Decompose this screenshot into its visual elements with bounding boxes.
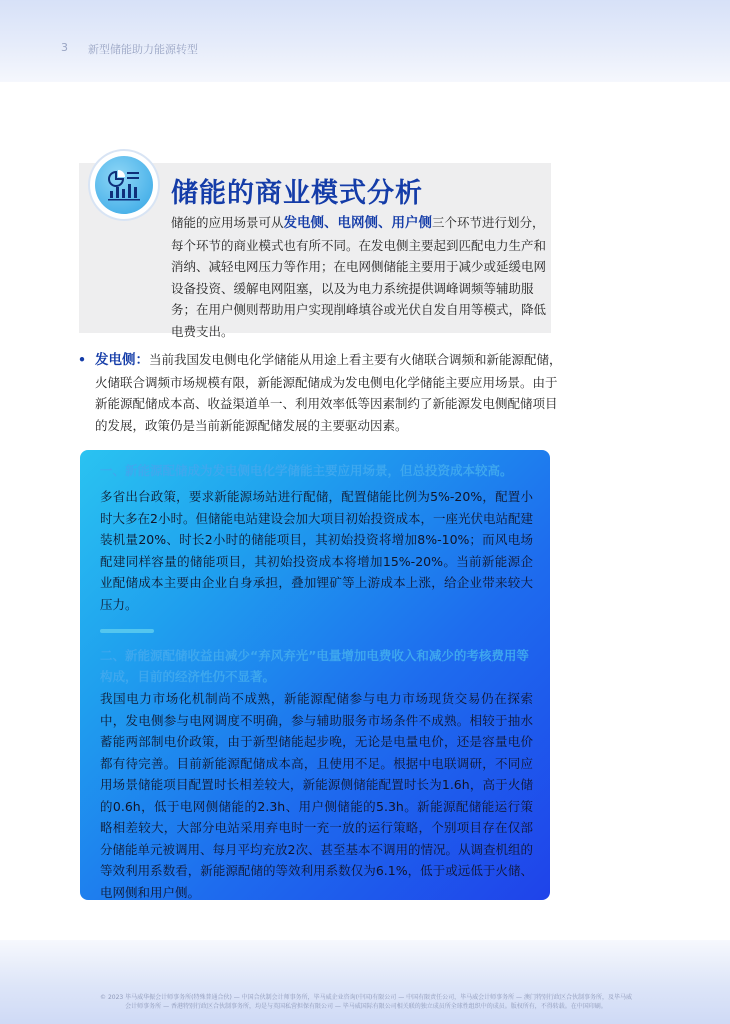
footer-copyright — [80, 993, 652, 1011]
panel-text-2: 我国电力市场化机制尚不成熟，新能源配储参与电力市场现货交易仍在探索中，发电侧参与电网调度不明确，参与辅助服务市场条件不成熟。相较于抽水蓄能两部制电价政策，由于新型储能起步晚，无论是电量电价，还是容量电价都有待完善。目前新能源配储成本高，且使用不足。根据中电联调研，不同应用场景储能项目配置时长相差较大，新能源侧储能配置时长为1.6h，高于火储的0.6h，低于电网侧储能的2.3h、用户侧储能的5.3h。新能源配储能运行策略相差较大，大部分电站采用弃电时一充一放的运行策略，个别项目存在仅部分储能单元被调用、每月平均充放2次、甚至基本不调用的情况。从调查机组的等效利用系数看，新能源配储的等效利用系数仅为6.1%，低于或远低于火储、电网侧和用户侧。 — [100, 691, 533, 900]
footer-line-1: © 2023 毕马威华振会计师事务所(特殊普通合伙) — 中国合伙制会计师事务所，毕马威企业咨询(中国)有限公司 — 中国有限责任公司，毕马威会计师事务所 — 澳门特别行政区合伙制事务所，及毕马威 — [100, 994, 632, 1001]
page-number: 3 — [61, 41, 68, 54]
panel-heading-1: 一、新能源配储成为发电侧电化学储能主要应用场景，但总投资成本较高。 — [100, 463, 513, 478]
chart-analysis-icon — [95, 156, 153, 214]
intro-keyword-generation-side: 发电侧 — [283, 215, 325, 231]
panel-text-1: 多省出台政策，要求新能源场站进行配储，配置储能比例为5%-20%，配置小时大多在2小时。但储能电站建设会加大项目初始投资成本，一座光伏电站配建装机量20%、时长2小时的储能项目，其初始投资将增加8%-10%；而风电场配建同样容量的储能项目，其初始投资成本将增加15%-20%。当前新能源企业配储成本主要由企业自身承担，叠加锂矿等上游成本上涨，给企业带来较大压力。 — [100, 489, 533, 612]
bullet-marker: • — [78, 352, 86, 367]
footer-line-2: 会计师事务所 — 香港特别行政区合伙制事务所，均是与英国私营担保有限公司 — 毕马威国际有限公司相关联的独立成员所全球性组织中的成员。版权所有，不得转载。在中国印刷。 — [125, 1003, 607, 1010]
intro-icon-ring — [90, 151, 158, 219]
running-title: 新型储能助力能源转型 — [88, 43, 198, 56]
section-title: 储能的商业模式分析 — [171, 178, 423, 209]
generation-side-bullet — [78, 349, 562, 436]
chart-analysis-icon-glyph — [107, 169, 141, 201]
bullet-text: 当前我国发电侧电化学储能从用途上看主要有火储联合调频和新能源配储，火储联合调频市场规模有限，新能源配储成为发电侧电化学储能主要应用场景。由于新能源配储成本高、收益渠道单一、利用效率低等因素制约了新能源发电侧配储项目的发展，政策仍是当前新能源配储发展的主要驱动因素。 — [95, 352, 562, 433]
panel-accent-bar — [100, 629, 154, 633]
bullet-body — [78, 349, 562, 436]
intro-keyword-grid-side: 电网侧 — [337, 215, 379, 231]
bullet-lead: 发电侧： — [95, 352, 149, 368]
intro-keyword-separator: 、 — [324, 215, 338, 231]
intro-text-before: 储能的应用场景可从 — [171, 215, 284, 230]
panel-heading-2: 二、新能源配储收益由减少“弃风弃光”电量增加电费收入和减少的考核费用等构成，目前的经济性仍不显著。 — [100, 648, 529, 684]
intro-paragraph — [171, 212, 546, 342]
intro-keyword-separator: 、 — [378, 215, 392, 231]
intro-keyword-user-side: 用户侧 — [391, 215, 433, 231]
intro-text-after: 三个环节进行划分，每个环节的商业模式也有所不同。在发电侧主要起到匹配电力生产和消纳、减轻电网压力等作用；在电网侧储能主要用于减少或延缓电网设备投资、缓解电网阻塞，以及为电力系统提供调峰调频等辅助服务；在用户侧则帮助用户实现削峰填谷或光伏自发自用等模式，降低电费支出。 — [171, 215, 547, 339]
footer-band — [0, 940, 730, 1024]
